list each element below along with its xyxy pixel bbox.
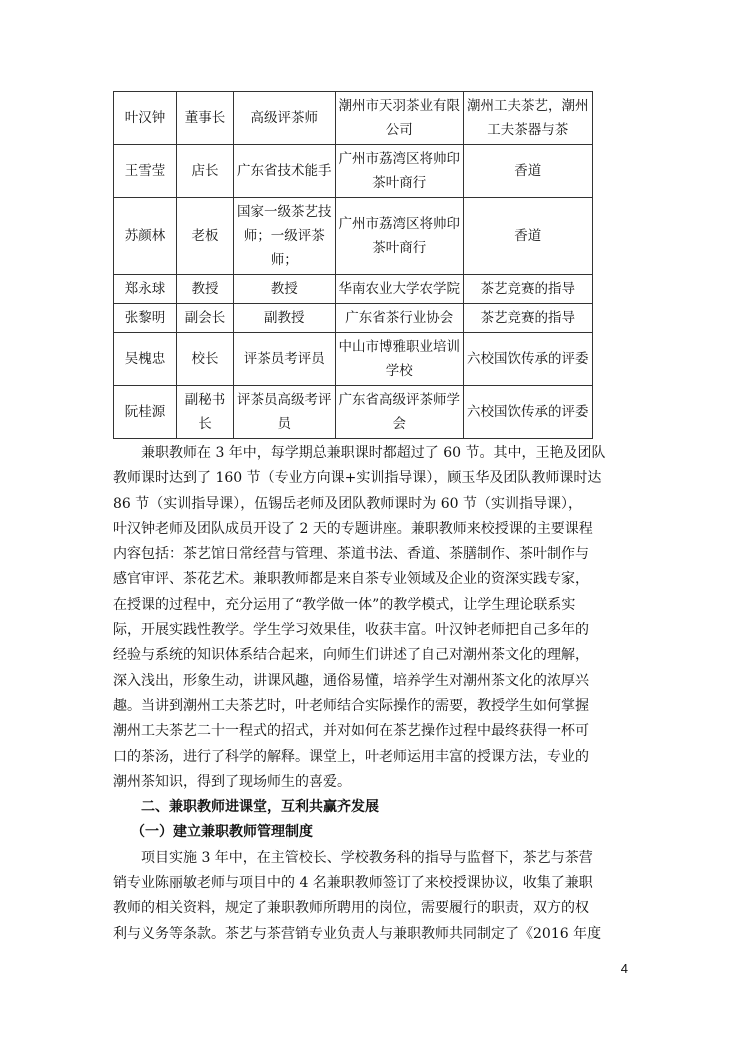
table-cell: 广东省高级评茶师学 会 bbox=[335, 386, 464, 439]
text-line: 际，开展实践性教学。学生学习效果佳，收获丰富。叶汉钟老师把自己多年的 bbox=[113, 622, 589, 639]
table-cell: 茶艺竞赛的指导 bbox=[464, 304, 593, 333]
text-line: 86 节（实训指导课），伍锡岳老师及团队教师课时为 60 节（实训指导课）， bbox=[113, 495, 582, 512]
table-cell: 王雪莹 bbox=[114, 145, 177, 198]
table-cell: 郑永球 bbox=[114, 275, 177, 304]
table-row bbox=[114, 304, 593, 333]
section-heading: 二、兼职教师进课堂，互利共赢齐发展 bbox=[141, 799, 379, 816]
text-line: 叶汉钟老师及团队成员开设了 2 天的专题讲座。兼职教师来校授课的主要课程 bbox=[113, 520, 593, 537]
table-cell: 广州市荔湾区将帅印 茶叶商行 bbox=[335, 145, 464, 198]
table-cell: 广州市荔湾区将帅印 茶叶商行 bbox=[335, 198, 464, 275]
paragraph-2 bbox=[113, 846, 603, 947]
text-line: 深入浅出，形象生动，讲课风趣，通俗易懂，培养学生对潮州茶文化的浓厚兴 bbox=[113, 672, 589, 689]
table-cell: 中山市博雅职业培训 学校 bbox=[335, 333, 464, 386]
text-line: 项目实施 3 年中，在主管校长、学校教务科的指导与监督下，茶艺与茶营 bbox=[141, 849, 593, 866]
table-cell: 苏颜林 bbox=[114, 198, 177, 275]
body-text bbox=[113, 441, 606, 947]
table-cell: 董事长 bbox=[177, 92, 234, 145]
table-row bbox=[114, 145, 593, 198]
table-cell: 副会长 bbox=[177, 304, 234, 333]
table-cell: 副教授 bbox=[234, 304, 336, 333]
table-cell: 副秘书 长 bbox=[177, 386, 234, 439]
table-row bbox=[114, 92, 593, 145]
table-cell: 阮桂源 bbox=[114, 386, 177, 439]
page-number: 4 bbox=[620, 960, 628, 976]
table-cell: 评茶员考评员 bbox=[234, 333, 336, 386]
text-line: 趣。当讲到潮州工夫茶艺时，叶老师结合实际操作的需要，教授学生如何掌握 bbox=[113, 697, 589, 714]
text-line: 感官审评、茶花艺术。兼职教师都是来自茶专业领域及企业的资深实践专家， bbox=[113, 571, 589, 588]
table-row bbox=[114, 386, 593, 439]
table-cell: 潮州市天羽茶业有限 公司 bbox=[335, 92, 464, 145]
table-cell: 张黎明 bbox=[114, 304, 177, 333]
table-cell: 茶艺竞赛的指导 bbox=[464, 275, 593, 304]
text-line: 内容包括：茶艺馆日常经营与管理、茶道书法、香道、茶膳制作、茶叶制作与 bbox=[113, 546, 589, 563]
text-line: 利与义务等条款。茶艺与茶营销专业负责人与兼职教师共同制定了《2016 年度 bbox=[113, 925, 602, 942]
text-line: 兼职教师在 3 年中，每学期总兼职课时都超过了 60 节。其中，王艳及团队 bbox=[141, 445, 606, 461]
part-time-teachers-table bbox=[113, 91, 593, 439]
text-line: 潮州工夫茶艺二十一程式的招式，并对如何在茶艺操作过程中最终获得一杯可 bbox=[113, 723, 589, 740]
table-cell: 国家一级茶艺技 师；一级评茶 师； bbox=[234, 198, 336, 275]
subsection-heading: （一）建立兼职教师管理制度 bbox=[131, 824, 313, 841]
table-cell: 评茶员高级考评 员 bbox=[234, 386, 336, 439]
table-cell: 广东省茶行业协会 bbox=[335, 304, 464, 333]
text-line: 经验与系统的知识体系结合起来，向师生们讲述了自己对潮州茶文化的理解， bbox=[113, 647, 589, 664]
text-line: 销专业陈丽敏老师与项目中的 4 名兼职教师签订了来校授课协议，收集了兼职 bbox=[113, 875, 593, 892]
table-row bbox=[114, 333, 593, 386]
paragraph-1 bbox=[113, 441, 606, 795]
table-row bbox=[114, 198, 593, 275]
table-row bbox=[114, 275, 593, 304]
table-cell: 高级评茶师 bbox=[234, 92, 336, 145]
text-line: 潮州茶知识，得到了现场师生的喜爱。 bbox=[113, 773, 351, 790]
text-line: 教师的相关资料，规定了兼职教师所聘用的岗位，需要履行的职责，双方的权 bbox=[113, 900, 589, 917]
table-cell: 校长 bbox=[177, 333, 234, 386]
text-line: 在授课的过程中，充分运用了“教学做一体”的教学模式，让学生理论联系实 bbox=[113, 596, 576, 613]
table-cell: 香道 bbox=[464, 198, 593, 275]
page-content bbox=[113, 91, 628, 976]
table-cell: 教授 bbox=[177, 275, 234, 304]
table-cell: 香道 bbox=[464, 145, 593, 198]
table-cell: 老板 bbox=[177, 198, 234, 275]
text-line: 口的茶汤，进行了科学的解释。课堂上，叶老师运用丰富的授课方法，专业的 bbox=[113, 748, 589, 765]
table-cell: 叶汉钟 bbox=[114, 92, 177, 145]
table-cell: 广东省技术能手 bbox=[234, 145, 336, 198]
text-line: 教师课时达到了 160 节（专业方向课+实训指导课），顾玉华及团队教师课时达 bbox=[113, 470, 602, 487]
table-cell: 华南农业大学农学院 bbox=[335, 275, 464, 304]
table-cell: 吴槐忠 bbox=[114, 333, 177, 386]
table-cell: 六校国饮传承的评委 bbox=[464, 333, 593, 386]
table-cell: 教授 bbox=[234, 275, 336, 304]
table-cell: 店长 bbox=[177, 145, 234, 198]
table-cell: 潮州工夫茶艺，潮州 工夫茶器与茶 bbox=[464, 92, 593, 145]
table-cell: 六校国饮传承的评委 bbox=[464, 386, 593, 439]
